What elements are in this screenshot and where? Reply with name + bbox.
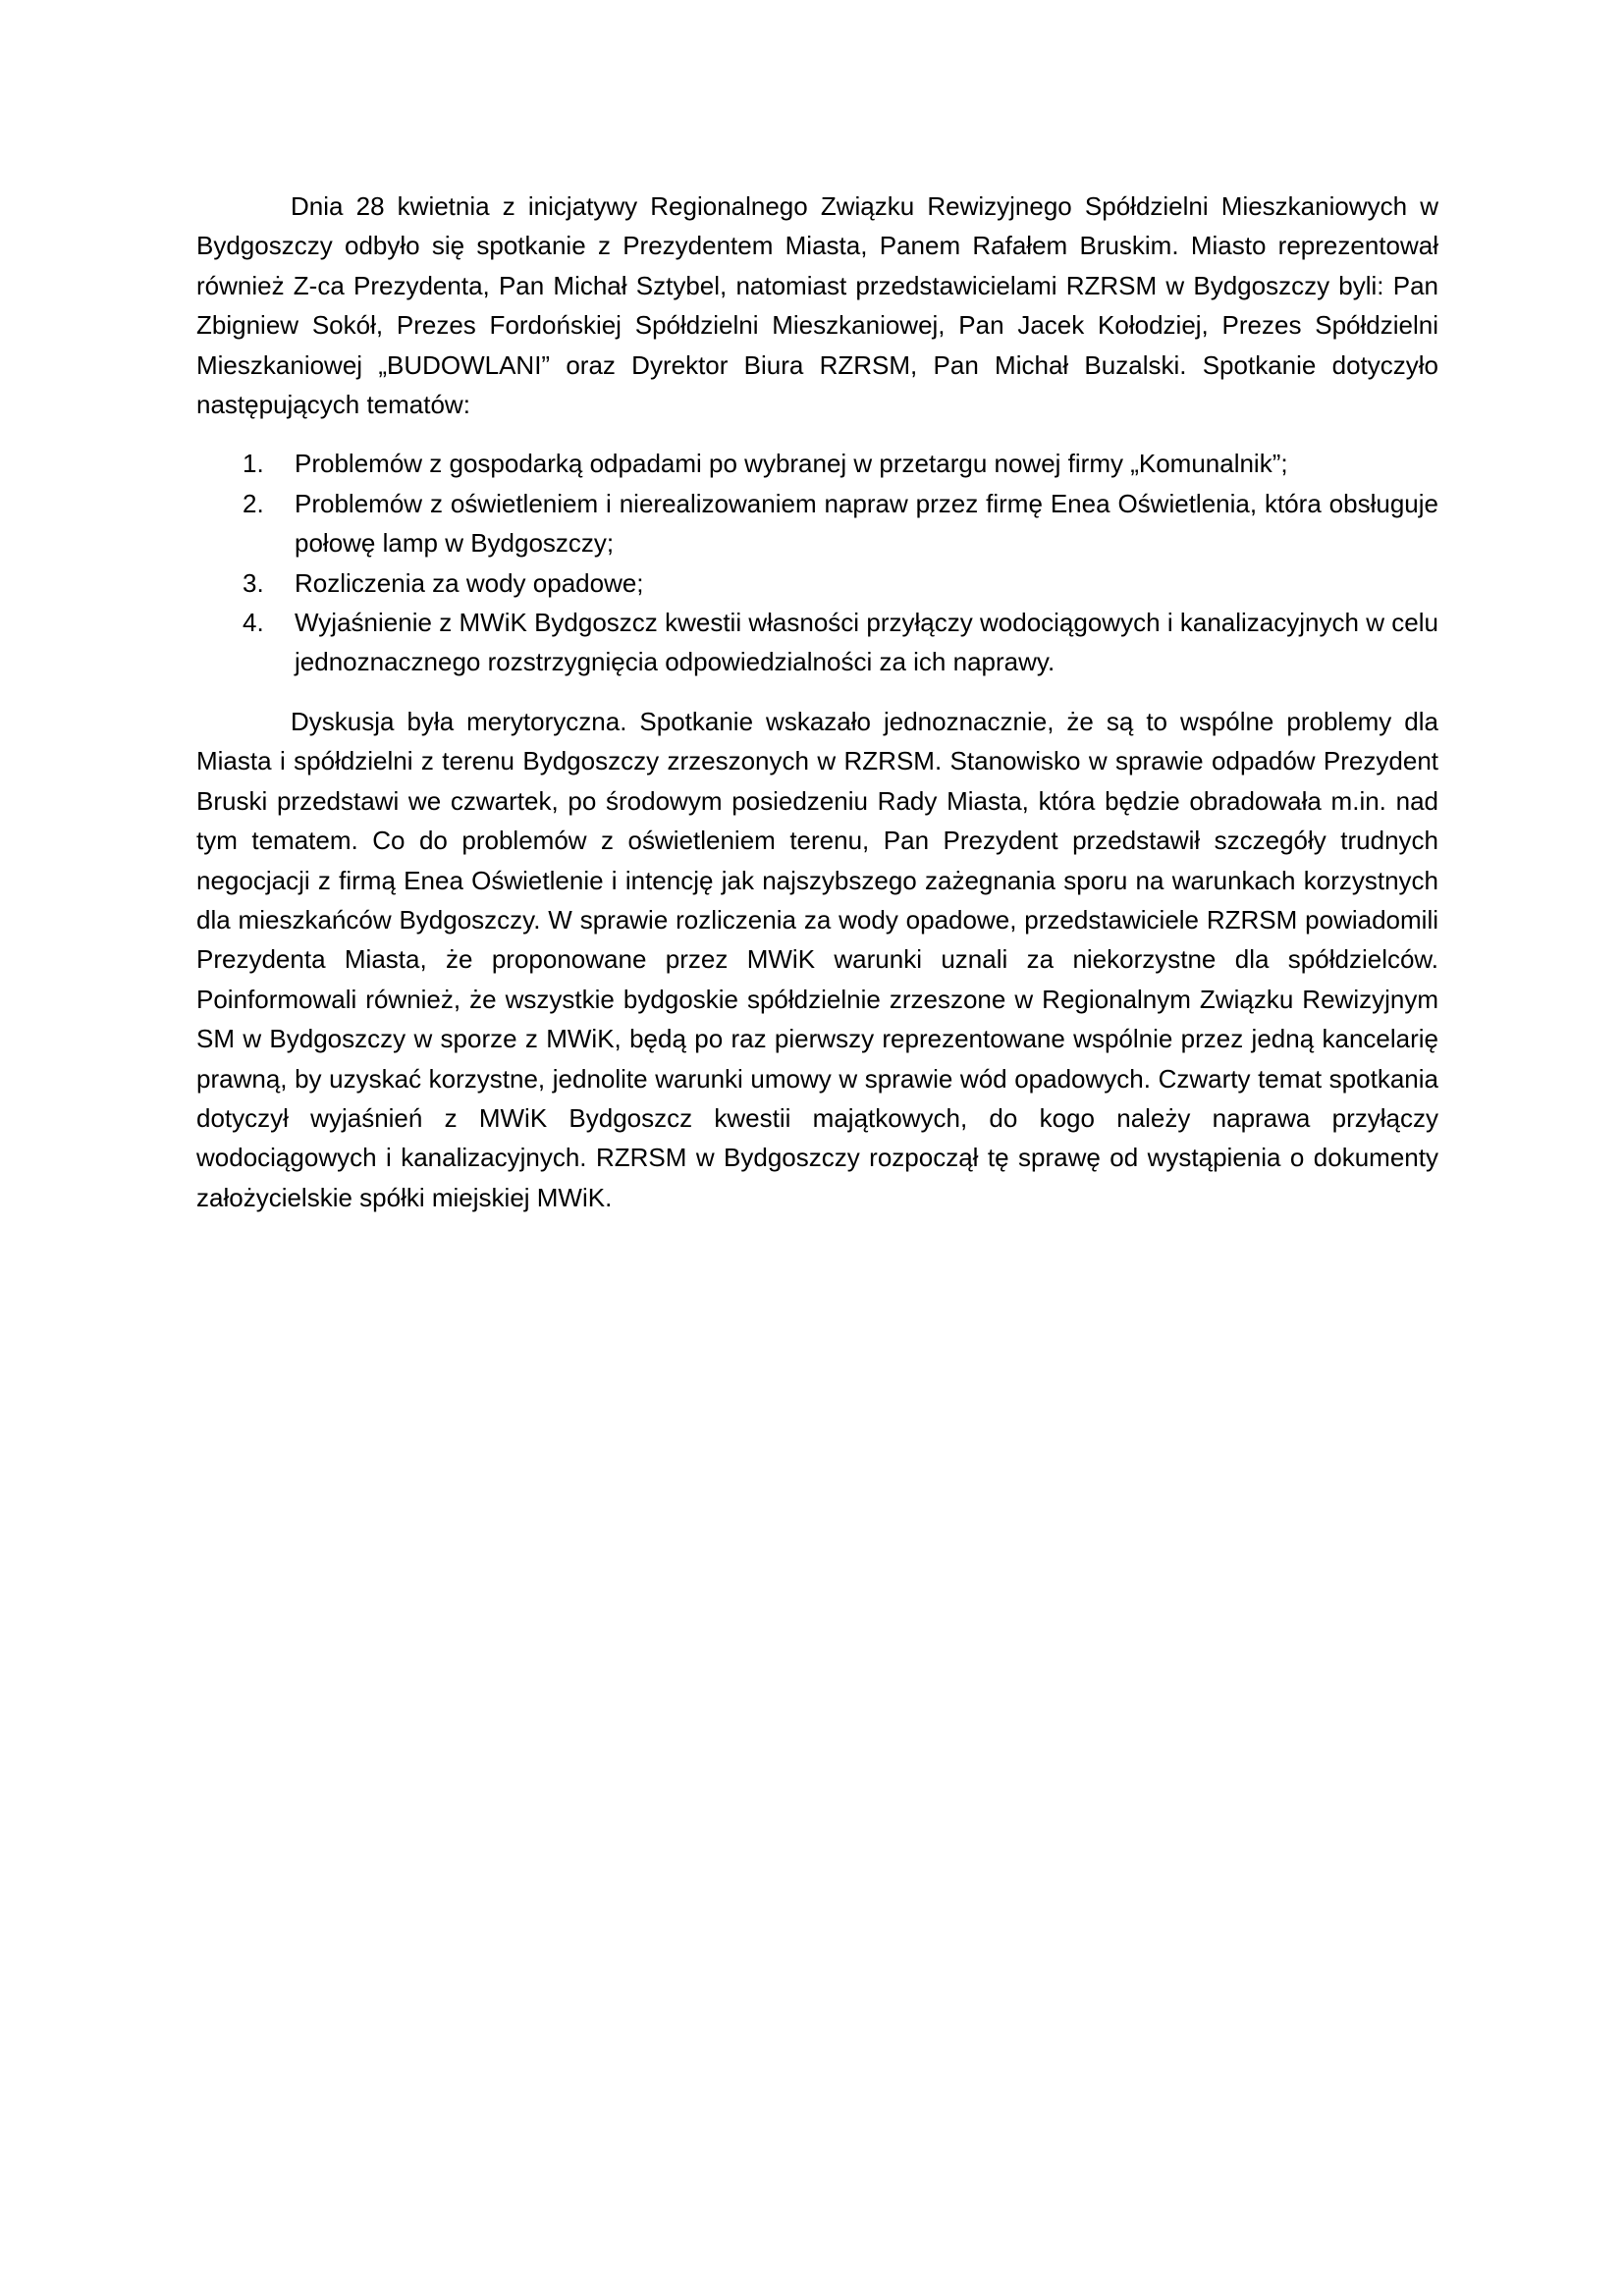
list-item-text: Problemów z oświetleniem i nierealizowaniem napraw przez firmę Enea Oświetlenia, która obsługuje połowę lamp w Bydgoszczy; xyxy=(295,488,1438,559)
meeting-topics-list xyxy=(196,444,1438,681)
list-item xyxy=(196,603,1438,682)
list-item-number: 1. xyxy=(243,449,264,479)
list-item-number: 4. xyxy=(243,608,264,638)
list-item xyxy=(196,484,1438,563)
list-item xyxy=(196,444,1438,483)
list-item-text: Rozliczenia za wody opadowe; xyxy=(295,567,644,598)
list-item-text: Wyjaśnienie z MWiK Bydgoszcz kwestii własności przyłączy wodociągowych i kanalizacyjnych w celu jednoznacznego rozstrzygnięcia odpowiedzialności za ich naprawy. xyxy=(295,608,1438,677)
document-body xyxy=(196,187,1438,1217)
list-item-number: 3. xyxy=(243,567,264,598)
intro-paragraph: Dnia 28 kwietnia z inicjatywy Regionalnego Związku Rewizyjnego Spółdzielni Mieszkaniowych w Bydgoszczy odbyło się spotkanie z Prezydentem Miasta, Panem Rafałem Bruskim. Miasto reprezentował również Z-ca Prezydenta, Pan Michał Sztybel, natomiast przedstawicielami RZRSM w Bydgoszczy byli: Pan Zbigniew Sokół, Prezes Fordońskiej Spółdzielni Mieszkaniowej, Pan Jacek Kołodziej, Prezes Spółdzielni Mieszkaniowej „BUDOWLANI” oraz Dyrektor Biura RZRSM, Pan Michał Buzalski. Spotkanie dotyczyło następujących tematów: xyxy=(196,191,1438,420)
discussion-paragraph: Dyskusja była merytoryczna. Spotkanie wskazało jednoznacznie, że są to wspólne problemy dla Miasta i spółdzielni z terenu Bydgoszczy zrzeszonych w RZRSM. Stanowisko w sprawie odpadów Prezydent Bruski przedstawi we czwartek, po środowym posiedzeniu Rady Miasta, która będzie obradowała m.in. nad tym tematem. Co do problemów z oświetleniem terenu, Pan Prezydent przedstawił szczegóły trudnych negocjacji z firmą Enea Oświetlenie i intencję jak najszybszego zażegnania sporu na warunkach korzystnych dla mieszkańców Bydgoszczy. W sprawie rozliczenia za wody opadowe, przedstawiciele RZRSM powiadomili Prezydenta Miasta, że proponowane przez MWiK warunki uznali za niekorzystne dla spółdzielców. Poinformowali również, że wszystkie bydgoskie spółdzielnie zrzeszone w Regionalnym Związku Rewizyjnym SM w Bydgoszczy w sporze z MWiK, będą po raz pierwszy reprezentowane wspólnie przez jedną kancelarię prawną, by uzyskać korzystne, jednolite warunki umowy w sprawie wód opadowych. Czwarty temat spotkania dotyczył wyjaśnień z MWiK Bydgoszcz kwestii majątkowych, do kogo należy naprawa przyłączy wodociągowych i kanalizacyjnych. RZRSM w Bydgoszczy rozpoczął tę sprawę od wystąpienia o dokumenty założycielskie spółki miejskiej MWiK. xyxy=(196,706,1438,1212)
list-item xyxy=(196,563,1438,603)
list-item-number: 2. xyxy=(243,488,264,518)
list-item-text: Problemów z gospodarką odpadami po wybranej w przetargu nowej firmy „Komunalnik”; xyxy=(295,449,1288,479)
